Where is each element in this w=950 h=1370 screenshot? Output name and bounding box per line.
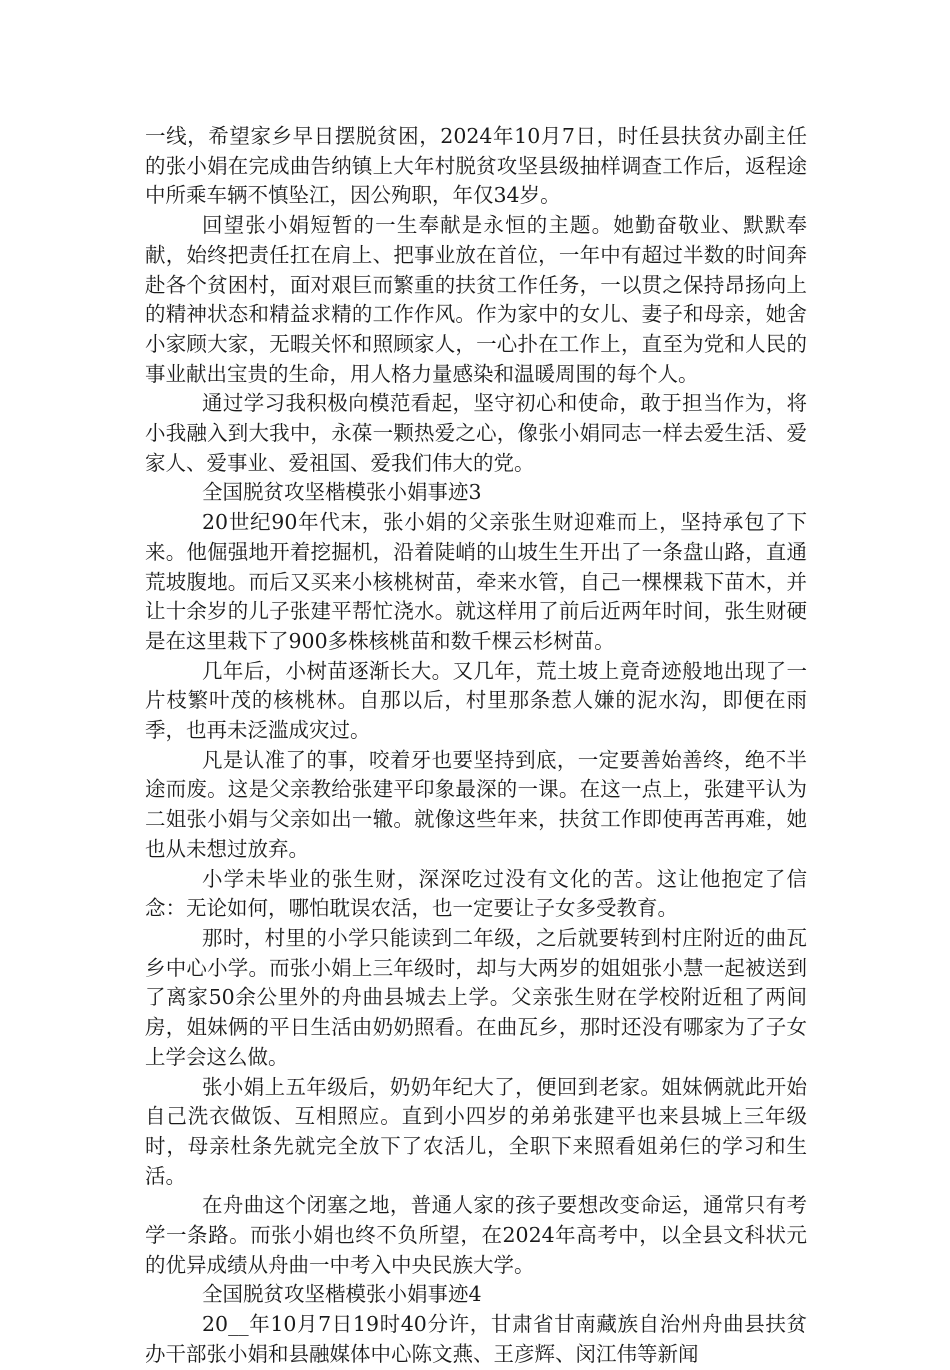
paragraph: 20__年10月7日19时40分许，甘肃省甘南藏族自治州舟曲县扶贫办干部张小娟和县融媒体中心陈文燕、王彦辉、闵江伟等新闻: [145, 1312, 807, 1366]
paragraph: 小学未毕业的张生财，深深吃过没有文化的苦。这让他抱定了信念：无论如何，哪怕耽误农活，也一定要让子女多受教育。: [145, 866, 807, 921]
paragraph: 一线，希望家乡早日摆脱贫困，2024年10月7日，时任县扶贫办副主任的张小娟在完成曲告纳镇上大年村脱贫攻坚县级抽样调查工作后，返程途中所乘车辆不慎坠江，因公殉职，年仅34岁。: [145, 124, 807, 208]
section-heading: 全国脱贫攻坚楷模张小娟事迹3: [202, 480, 482, 505]
section-heading: 全国脱贫攻坚楷模张小娟事迹4: [202, 1282, 482, 1307]
paragraph: 凡是认准了的事，咬着牙也要坚持到底，一定要善始善终，绝不半途而废。这是父亲教给张建平印象最深的一课。在这一点上，张建平认为二姐张小娟与父亲如出一辙。就像这些年来，扶贫工作即使再苦再难，她也从未想过放弃。: [145, 747, 807, 861]
paragraph: 20世纪90年代末，张小娟的父亲张生财迎难而上，坚持承包了下来。他倔强地开着挖掘机，沿着陡峭的山坡生生开出了一条盘山路，直通荒坡腹地。而后又买来小核桃树苗，牵来水管，自己一棵棵栽下苗木，并让十余岁的儿子张建平帮忙浇水。就这样用了前后近两年时间，张生财硬是在这里栽下了900多株核桃苗和数千棵云杉树苗。: [145, 510, 807, 653]
document-body: [145, 122, 807, 1370]
paragraph: 张小娟上五年级后，奶奶年纪大了，便回到老家。姐妹俩就此开始自己洗衣做饭、互相照应。直到小四岁的弟弟张建平也来县城上三年级时，母亲杜条先就完全放下了农活儿，全职下来照看姐弟仨的学习和生活。: [145, 1074, 807, 1188]
paragraph: 通过学习我积极向模范看起，坚守初心和使命，敢于担当作为，将小我融入到大我中，永葆一颗热爱之心，像张小娟同志一样去爱生活、爱家人、爱事业、爱祖国、爱我们伟大的党。: [145, 391, 807, 475]
paragraph: 那时，村里的小学只能读到二年级，之后就要转到村庄附近的曲瓦乡中心小学。而张小娟上三年级时，却与大两岁的姐姐张小慧一起被送到了离家50余公里外的舟曲县城去上学。父亲张生财在学校附近租了两间房，姐妹俩的平日生活由奶奶照看。在曲瓦乡，那时还没有哪家为了子女上学会这么做。: [145, 925, 807, 1069]
paragraph: 在舟曲这个闭塞之地，普通人家的孩子要想改变命运，通常只有考学一条路。而张小娟也终不负所望，在2024年高考中，以全县文科状元的优异成绩从舟曲一中考入中央民族大学。: [145, 1193, 807, 1277]
paragraph: 几年后，小树苗逐渐长大。又几年，荒土坡上竟奇迹般地出现了一片枝繁叶茂的核桃林。自那以后，村里那条惹人嫌的泥水沟，即便在雨季，也再未泛滥成灾过。: [145, 658, 807, 743]
paragraph: 回望张小娟短暂的一生奉献是永恒的主题。她勤奋敬业、默默奉献，始终把责任扛在肩上、把事业放在首位，一年中有超过半数的时间奔赴各个贫困村，面对艰巨而繁重的扶贫工作任务，一以贯之保持昂扬向上的精神状态和精益求精的工作作风。作为家中的女儿、妻子和母亲，她舍小家顾大家，无暇关怀和照顾家人，一心扑在工作上，直至为党和人民的事业献出宝贵的生命，用人格力量感染和温暖周围的每个人。: [145, 213, 807, 386]
